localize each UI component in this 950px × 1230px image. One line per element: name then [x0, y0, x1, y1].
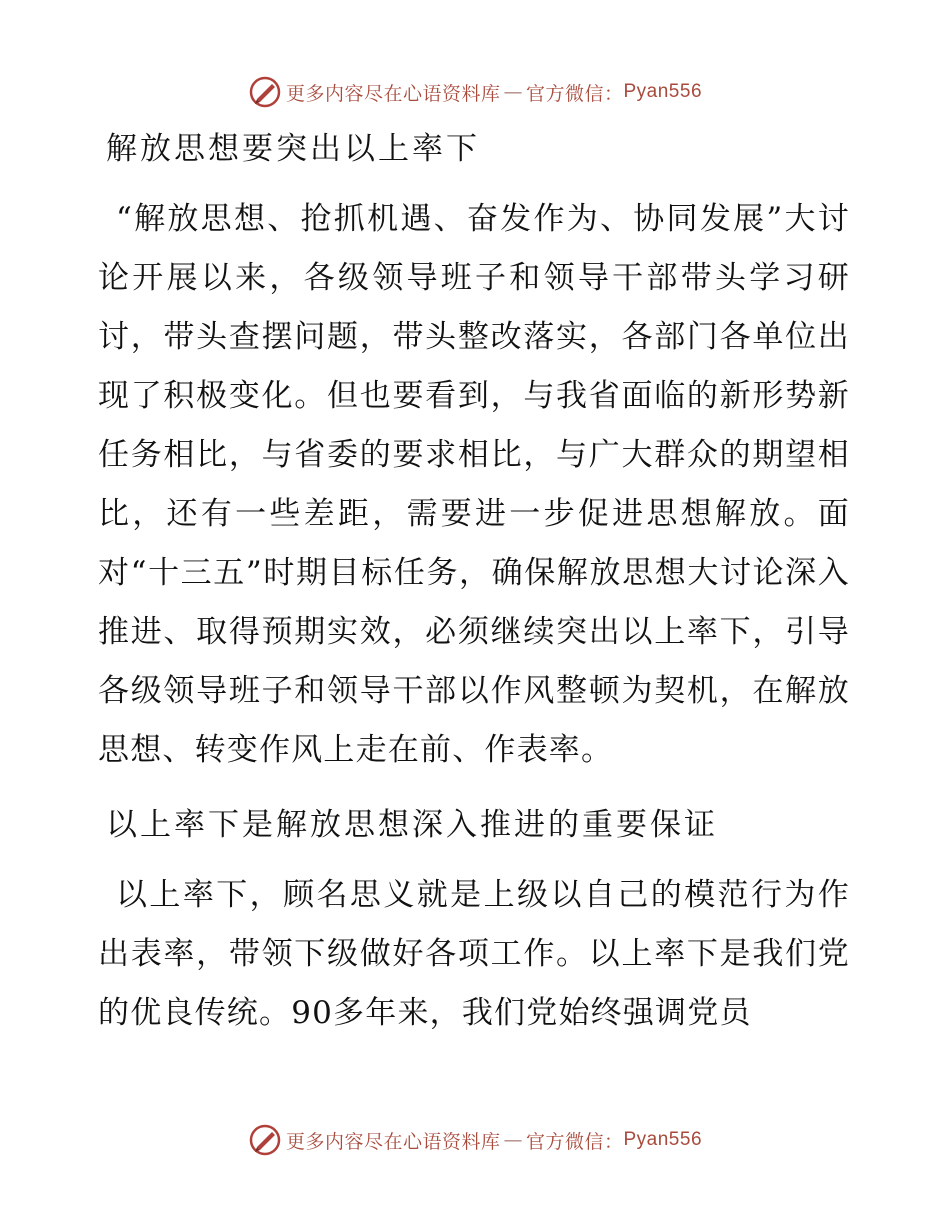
document-title: 解放思想要突出以上率下: [106, 131, 480, 167]
section-title: 以上率下是解放思想深入推进的重要保证: [106, 807, 718, 843]
watermark-text: 更多内容尽在心语资料库: [285, 1130, 501, 1153]
document-body: [98, 122, 850, 1043]
footer-watermark: [0, 1120, 950, 1160]
watermark-text: 更多内容尽在心语资料库: [285, 82, 501, 105]
watermark-separator: —: [503, 1129, 523, 1151]
watermark-suffix: 官方微信：: [525, 82, 624, 105]
pen-logo-icon: [248, 75, 282, 109]
watermark-separator: —: [503, 81, 523, 103]
watermark-suffix: 官方微信：: [525, 1130, 624, 1153]
watermark-handle: Pyan556: [623, 1129, 703, 1150]
watermark-handle: Pyan556: [623, 81, 703, 102]
intro-paragraph: “解放思想、抢抓机遇、奋发作为、协同发展”大讨论开展以来，各级领导班子和领导干部带头学习研讨，带头查摆问题，带头整改落实，各部门各单位出现了积极变化。但也要看到，与我省面临的新形势新任务相比，与省委的要求相比，与广大群众的期望相比，还有一些差距，需要进一步促进思想解放。面对“十三五”时期目标任务，确保解放思想大讨论深入推进、取得预期实效，必须继续突出以上率下，引导各级领导班子和领导干部以作风整顿为契机，在解放思想、转变作风上走在前、作表率。: [98, 201, 850, 768]
section-paragraph: 以上率下，顾名思义就是上级以自己的模范行为作出表率，带领下级做好各项工作。以上率下是我们党的优良传统。90多年来，我们党始终强调党员: [98, 877, 850, 1031]
header-watermark: [0, 72, 950, 112]
pen-logo-icon: [248, 1123, 282, 1157]
